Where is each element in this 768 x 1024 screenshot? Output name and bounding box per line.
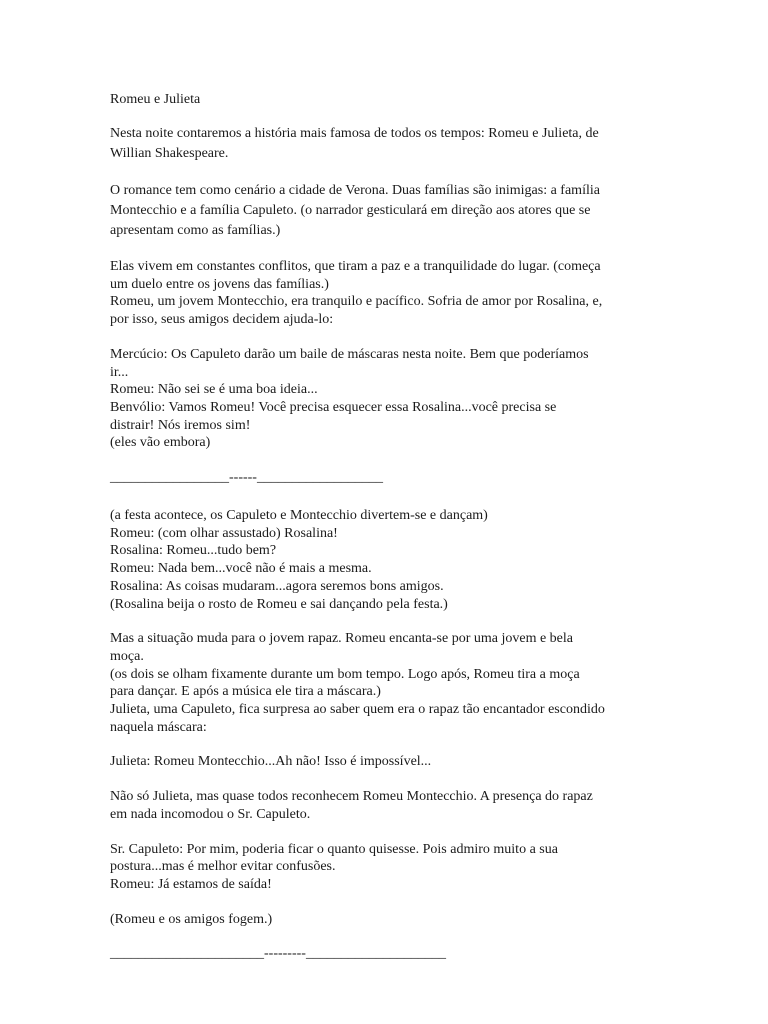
paragraph-party	[110, 507, 650, 613]
text-line: Rosalina: Romeu...tudo bem?	[110, 543, 277, 559]
paragraph-recognition	[110, 788, 650, 823]
text-line: Elas vivem em constantes conflitos, que tiram a paz e a tranquilidade do lugar. (começa	[110, 259, 601, 274]
text-line: um duelo entre os jovens das famílias.)	[110, 276, 329, 292]
text-line: ir...	[110, 364, 129, 380]
paragraph-intro	[110, 124, 650, 164]
text-line: para dançar. E após a música ele tira a máscara.)	[110, 684, 381, 700]
paragraph-meeting	[110, 630, 650, 736]
text-line: Sr. Capuleto: Por mim, poderia ficar o quanto quisesse. Pois admiro muito a sua	[110, 841, 558, 857]
scene-separator: ______________________---------____________________	[110, 946, 446, 962]
text-line: naquela máscara:	[110, 719, 207, 735]
text-line: (Rosalina beija o rosto de Romeu e sai dançando pela festa.)	[110, 596, 448, 612]
text-line: Willian Shakespeare.	[110, 146, 229, 161]
paragraph-escape	[110, 911, 650, 929]
text-line: moça.	[110, 648, 144, 664]
text-line: Não só Julieta, mas quase todos reconhecem Romeu Montecchio. A presença do rapaz	[110, 789, 593, 805]
paragraph-capuleto	[110, 841, 650, 894]
text-line: Romeu: Não sei se é uma boa ideia...	[110, 382, 318, 398]
text-line: Montecchio e a família Capuleto. (o narrador gesticulará em direção aos atores que se	[110, 203, 591, 218]
text-line: por isso, seus amigos decidem ajuda-lo:	[110, 312, 334, 328]
text-line: distrair! Nós iremos sim!	[110, 417, 251, 433]
text-line: (a festa acontece, os Capuleto e Montecchio divertem-se e dançam)	[110, 508, 488, 524]
text-line: O romance tem como cenário a cidade de Verona. Duas famílias são inimigas: a família	[110, 183, 600, 198]
text-line: em nada incomodou o Sr. Capuleto.	[110, 806, 311, 822]
text-line: Romeu: (com olhar assustado) Rosalina!	[110, 525, 338, 541]
text-line: Benvólio: Vamos Romeu! Você precisa esquecer essa Rosalina...você precisa se	[110, 399, 557, 415]
text-line: (os dois se olham fixamente durante um bom tempo. Logo após, Romeu tira a moça	[110, 666, 580, 682]
document-page	[110, 84, 650, 983]
text-line: Julieta, uma Capuleto, fica surpresa ao saber quem era o rapaz tão encantador escondido	[110, 702, 605, 718]
text-line: Romeu, um jovem Montecchio, era tranquilo e pacífico. Sofria de amor por Rosalina, e,	[110, 294, 603, 310]
text-line: Mercúcio: Os Capuleto darão um baile de máscaras nesta noite. Bem que poderíamos	[110, 346, 589, 362]
text-line: Julieta: Romeu Montecchio...Ah não! Isso é impossível...	[110, 754, 432, 770]
text-line: Romeu: Já estamos de saída!	[110, 876, 272, 892]
text-line: Romeu: Nada bem...você não é mais a mesma.	[110, 561, 372, 577]
text-line: Rosalina: As coisas mudaram...agora seremos bons amigos.	[110, 578, 444, 594]
paragraph-conflicts	[110, 258, 650, 329]
text-line: apresentam como as famílias.)	[110, 223, 281, 238]
text-line: Mas a situação muda para o jovem rapaz. Romeu encanta-se por uma jovem e bela	[110, 631, 573, 647]
paragraph-setting	[110, 181, 650, 241]
text-line: postura...mas é melhor evitar confusões.	[110, 859, 336, 875]
text-line: Nesta noite contaremos a história mais famosa de todos os tempos: Romeu e Julieta, de	[110, 126, 599, 141]
text-line: (eles vão embora)	[110, 435, 211, 451]
paragraph-julieta-line	[110, 753, 650, 771]
paragraph-dialogue-mercucio	[110, 346, 650, 452]
text-line: (Romeu e os amigos fogem.)	[110, 911, 273, 927]
document-title: Romeu e Julieta	[110, 92, 201, 107]
scene-separator: _________________------__________________	[110, 470, 383, 486]
